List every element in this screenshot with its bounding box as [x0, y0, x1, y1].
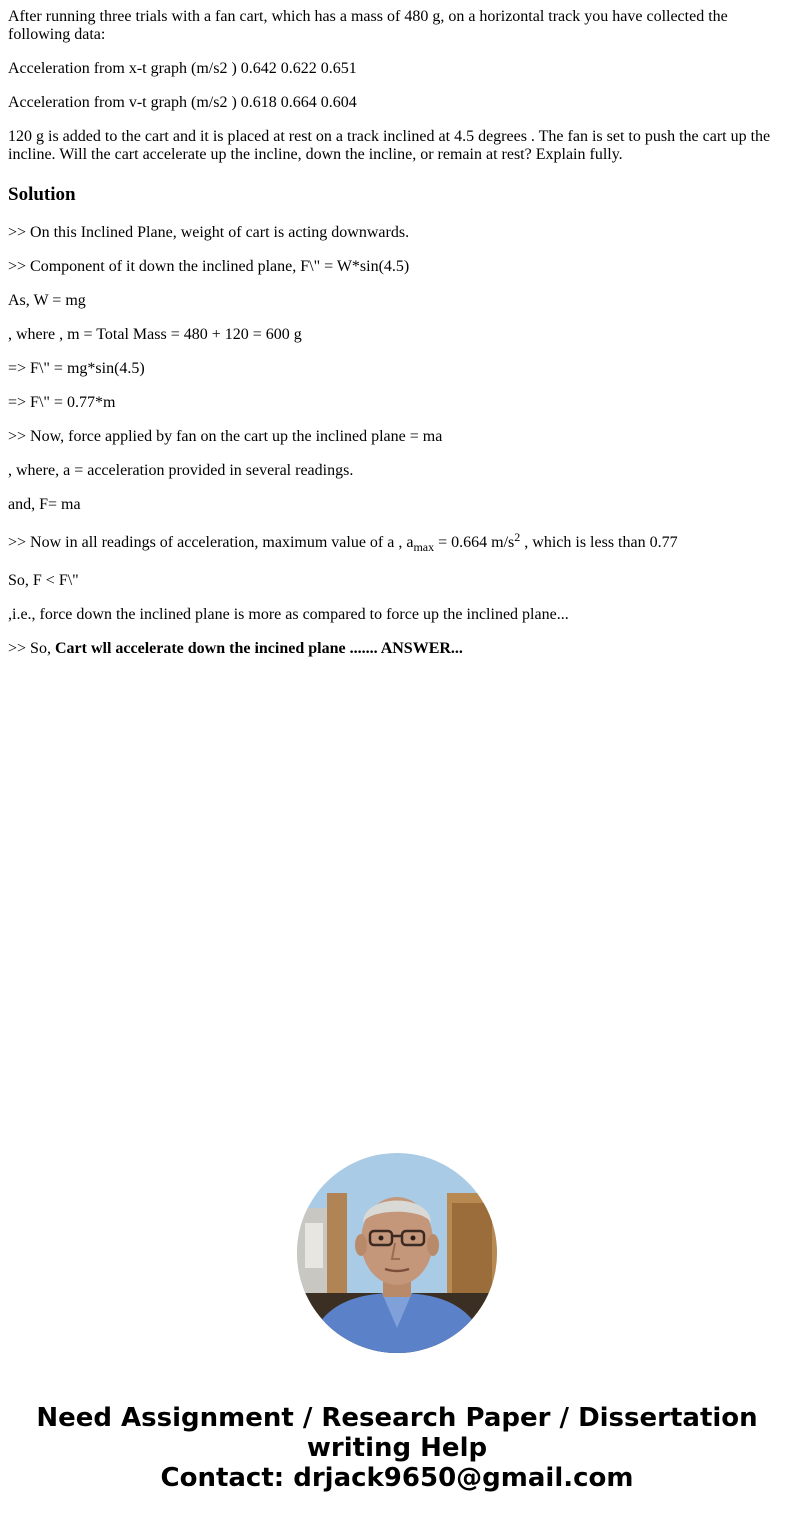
footer-promo — [0, 1403, 794, 1493]
footer-line-2: writing Help — [306, 1433, 488, 1463]
solution-line-9: and, F= ma — [8, 496, 81, 513]
solution-line-2: >> Component of it down the inclined plane, F\" = W*sin(4.5) — [8, 258, 410, 275]
footer-line-1: Need Assignment / Research Paper / Dissertation — [36, 1403, 758, 1433]
solution-line-8: , where, a = acceleration provided in several readings. — [8, 462, 354, 479]
footer-contact: Contact: drjack9650@gmail.com — [160, 1463, 634, 1493]
answer-text: Cart wll accelerate down the incined plane ....... ANSWER... — [54, 640, 463, 657]
solution-answer — [8, 640, 786, 658]
avatar-svg — [297, 1153, 497, 1353]
solution-amax-line — [8, 530, 786, 554]
question-data-vt: Acceleration from v-t graph (m/s2 ) 0.618 0.664 0.604 — [8, 94, 357, 111]
answer-prefix: >> So, — [8, 640, 55, 657]
solution-line-1: >> On this Inclined Plane, weight of cart is acting downwards. — [8, 224, 410, 241]
amax-prefix: >> Now in all readings of acceleration, maximum value of a , a — [8, 534, 414, 551]
solution-line-6: => F\" = 0.77*m — [8, 394, 116, 411]
solution-explanation: ,i.e., force down the inclined plane is more as compared to force up the inclined plane... — [8, 606, 569, 623]
solution-comparison: So, F < F\" — [8, 572, 79, 589]
question-prompt: 120 g is added to the cart and it is placed at rest on a track inclined at 4.5 degrees . The fan is set to push the cart up the incline. Will the cart accelerate up the incline, down the incline, or remain at rest? Explain fully. — [8, 128, 771, 163]
solution-line-5: => F\" = mg*sin(4.5) — [8, 360, 145, 377]
person-photo-icon — [297, 1153, 497, 1353]
solution-line-3: As, W = mg — [8, 292, 86, 309]
question-data-xt: Acceleration from x-t graph (m/s2 ) 0.642 0.622 0.651 — [8, 60, 357, 77]
amax-subscript: max — [413, 540, 435, 554]
amax-value: = 0.664 m/s — [434, 534, 515, 551]
document-body — [0, 0, 794, 658]
amax-suffix: , which is less than 0.77 — [520, 534, 678, 551]
amax-superscript: 2 — [514, 530, 521, 544]
solution-heading: Solution — [8, 184, 76, 205]
question-intro: After running three trials with a fan cart, which has a mass of 480 g, on a horizontal track you have collected the following data: — [8, 8, 728, 43]
solution-line-4: , where , m = Total Mass = 480 + 120 = 600 g — [8, 326, 302, 343]
solution-line-7: >> Now, force applied by fan on the cart up the inclined plane = ma — [8, 428, 443, 445]
